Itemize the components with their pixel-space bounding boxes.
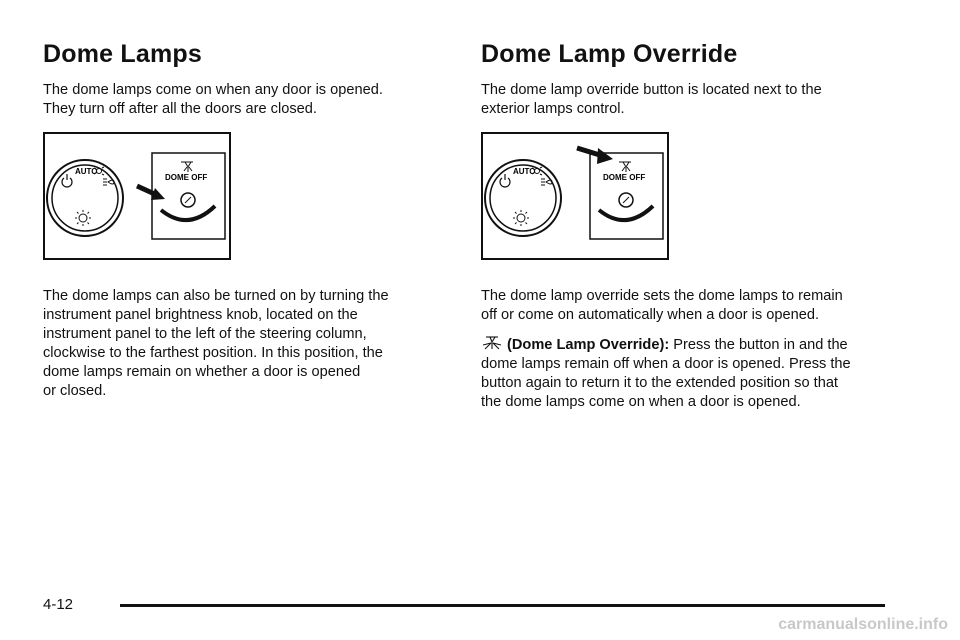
left-column <box>43 40 443 401</box>
dome-lamps-intro <box>43 81 443 119</box>
text-line: instrument panel brightness knob, located on the <box>43 307 358 323</box>
text-line: the dome lamps come on when a door is opened. <box>481 394 801 410</box>
dome-lamps-illustration <box>43 132 231 260</box>
text-line: They turn off after all the doors are closed. <box>43 101 317 117</box>
footer-rule <box>120 604 885 607</box>
text-line: dome lamps remain off when a door is opened. Press the <box>481 356 851 372</box>
text-line: clockwise to the farthest position. In this position, the <box>43 345 383 361</box>
watermark-text: carmanualsonline.info <box>778 616 948 633</box>
rotation-arc <box>161 206 215 220</box>
text-line: The dome lamps come on when any door is opened. <box>43 82 383 98</box>
right-column <box>481 40 901 412</box>
text-line: or closed. <box>43 383 107 399</box>
dome-lamp-icon <box>181 162 193 172</box>
override-label: (Dome Lamp Override): <box>507 337 670 353</box>
headlamp-icon <box>541 179 552 185</box>
arrow-icon <box>137 186 165 200</box>
rotation-arc <box>599 206 653 220</box>
dome-lamps-heading: Dome Lamps <box>43 40 202 68</box>
dome-lamp-override-heading: Dome Lamp Override <box>481 40 738 68</box>
text-line: exterior lamps control. <box>481 101 625 117</box>
dome-off-label: DOME OFF <box>165 173 208 182</box>
text-line: The dome lamp override sets the dome lamps to remain <box>481 288 843 304</box>
text-line: Press the button in and the <box>669 337 848 353</box>
dome-lamp-icon <box>619 162 631 172</box>
dome-off-label: DOME OFF <box>603 173 646 182</box>
text-line: off or come on automatically when a door is opened. <box>481 307 820 323</box>
override-control-drawing <box>483 134 667 258</box>
text-line: button again to return it to the extended position so that <box>481 375 838 391</box>
override-intro <box>481 81 901 119</box>
override-instructions <box>481 335 901 412</box>
off-icon <box>500 174 510 187</box>
interior-lamp-icon <box>513 210 529 226</box>
dome-lamps-brightness-text <box>43 287 443 401</box>
dome-lamp-icon <box>481 335 503 351</box>
text-line: instrument panel to the left of the steering column, <box>43 326 367 342</box>
arrow-icon <box>577 148 613 164</box>
auto-label: AUTO <box>75 167 98 176</box>
override-behavior-text <box>481 287 901 325</box>
page-number: 4-12 <box>43 596 74 613</box>
override-illustration <box>481 132 669 260</box>
text-line: The dome lamps can also be turned on by turning the <box>43 288 389 304</box>
text-line: dome lamps remain on whether a door is opened <box>43 364 361 380</box>
headlamp-control-drawing <box>45 134 229 258</box>
headlamp-icon <box>103 179 114 185</box>
text-line: The dome lamp override button is located next to the <box>481 82 822 98</box>
off-icon <box>62 174 72 187</box>
auto-label: AUTO <box>513 167 536 176</box>
interior-lamp-icon <box>75 210 91 226</box>
